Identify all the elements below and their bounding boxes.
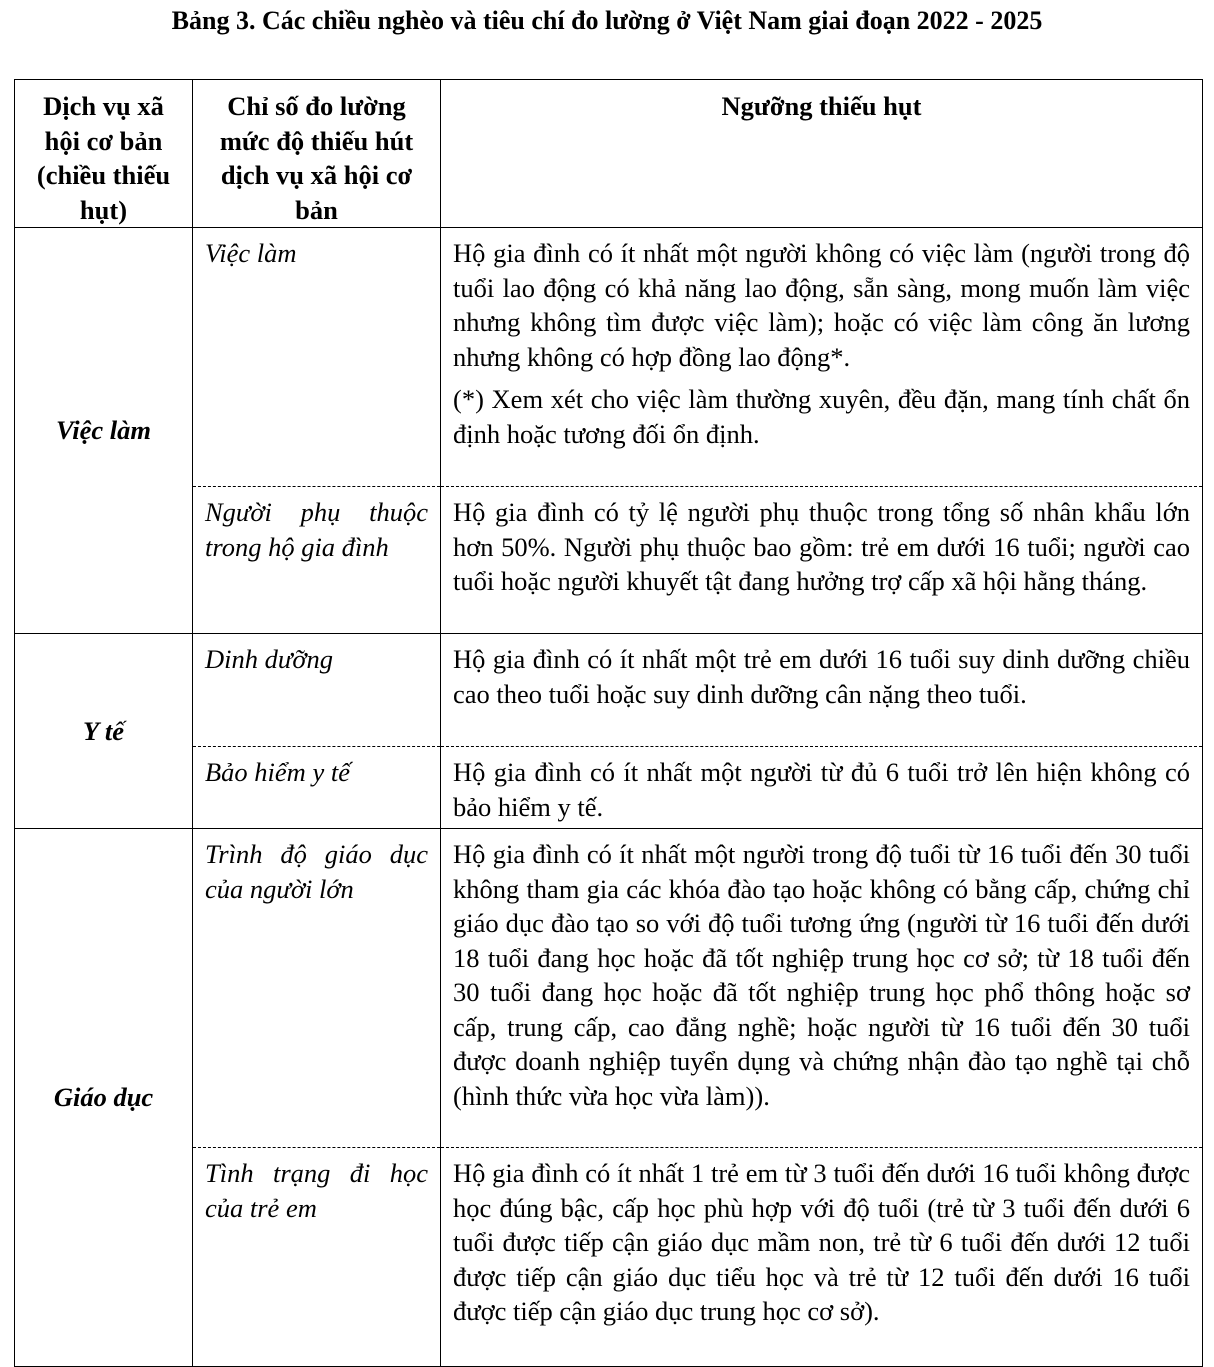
table-row [15, 1148, 1203, 1367]
threshold-cell: Hộ gia đình có tỷ lệ người phụ thuộc trong tổng số nhân khẩu lớn hơn 50%. Người phụ thuộc bao gồm: trẻ em dưới 16 tuổi; người cao tuổi hoặc người khuyết tật đang hưởng trợ cấp xã hội hằng tháng. [441, 487, 1203, 634]
poverty-dimensions-table [14, 79, 1203, 1367]
header-dimension: Dịch vụ xã hội cơ bản (chiều thiếu hụt) [15, 80, 193, 228]
threshold-note: (*) Xem xét cho việc làm thường xuyên, đều đặn, mang tính chất ổn định hoặc tương đối ổn định. [453, 384, 1190, 449]
threshold-cell: Hộ gia đình có ít nhất một trẻ em dưới 16 tuổi suy dinh dưỡng chiều cao theo tuổi hoặc suy dinh dưỡng cân nặng theo tuổi. [441, 634, 1203, 747]
table-row [15, 829, 1203, 1148]
threshold-text: Hộ gia đình có ít nhất một người không có việc làm (người trong độ tuổi lao động có khả năng lao động, sẵn sàng, mong muốn làm việc nhưng không tìm được việc làm); hoặc có việc làm công ăn lương nhưng không có hợp đồng lao động*. [453, 238, 1190, 372]
indicator-cell: Dinh dưỡng [193, 634, 441, 747]
indicator-cell: Trình độ giáo dục của người lớn [193, 829, 441, 1148]
table-row [15, 634, 1203, 747]
header-indicator: Chỉ số đo lường mức độ thiếu hút dịch vụ xã hội cơ bản [193, 80, 441, 228]
threshold-cell: Hộ gia đình có ít nhất một người từ đủ 6 tuổi trở lên hiện không có bảo hiểm y tế. [441, 747, 1203, 829]
threshold-cell: Hộ gia đình có ít nhất một người trong độ tuổi từ 16 tuổi đến 30 tuổi không tham gia các khóa đào tạo hoặc không có bằng cấp, chứng chỉ giáo dục đào tạo so với độ tuổi tương ứng (người từ 16 tuổi đến dưới 18 tuổi đang học hoặc đã tốt nghiệp trung học cơ sở; từ 18 tuổi đến 30 tuổi đang học hoặc đã tốt nghiệp trung học phổ thông hoặc sơ cấp, trung cấp, cao đẳng nghề; hoặc người từ 16 tuổi đến 30 tuổi được doanh nghiệp tuyển dụng và chứng nhận đào tạo nghề tại chỗ (hình thức vừa học vừa làm)). [441, 829, 1203, 1148]
table-row [15, 747, 1203, 829]
table-title: Bảng 3. Các chiều nghèo và tiêu chí đo lường ở Việt Nam giai đoạn 2022 - 2025 [171, 6, 1043, 35]
indicator-cell: Người phụ thuộc trong hộ gia đình [193, 487, 441, 634]
indicator-cell: Việc làm [193, 228, 441, 487]
threshold-cell [441, 228, 1203, 487]
dimension-cell-health: Y tế [15, 634, 193, 829]
indicator-cell: Tình trạng đi học của trẻ em [193, 1148, 441, 1367]
table-row [15, 228, 1203, 487]
threshold-cell: Hộ gia đình có ít nhất 1 trẻ em từ 3 tuổi đến dưới 16 tuổi không được học đúng bậc, cấp học phù hợp với độ tuổi (trẻ từ 3 tuổi đến dưới 6 tuổi được tiếp cận giáo dục mầm non, trẻ từ 6 tuổi đến dưới 12 tuổi được tiếp cận giáo dục tiểu học và trẻ từ 12 tuổi đến dưới 16 tuổi được tiếp cận giáo dục trung học cơ sở). [441, 1148, 1203, 1367]
dimension-cell-education: Giáo dục [15, 829, 193, 1367]
header-threshold: Ngưỡng thiếu hụt [441, 80, 1203, 228]
table-row [15, 487, 1203, 634]
indicator-cell: Bảo hiểm y tế [193, 747, 441, 829]
dimension-cell-employment: Việc làm [15, 228, 193, 634]
header-row [15, 80, 1203, 228]
